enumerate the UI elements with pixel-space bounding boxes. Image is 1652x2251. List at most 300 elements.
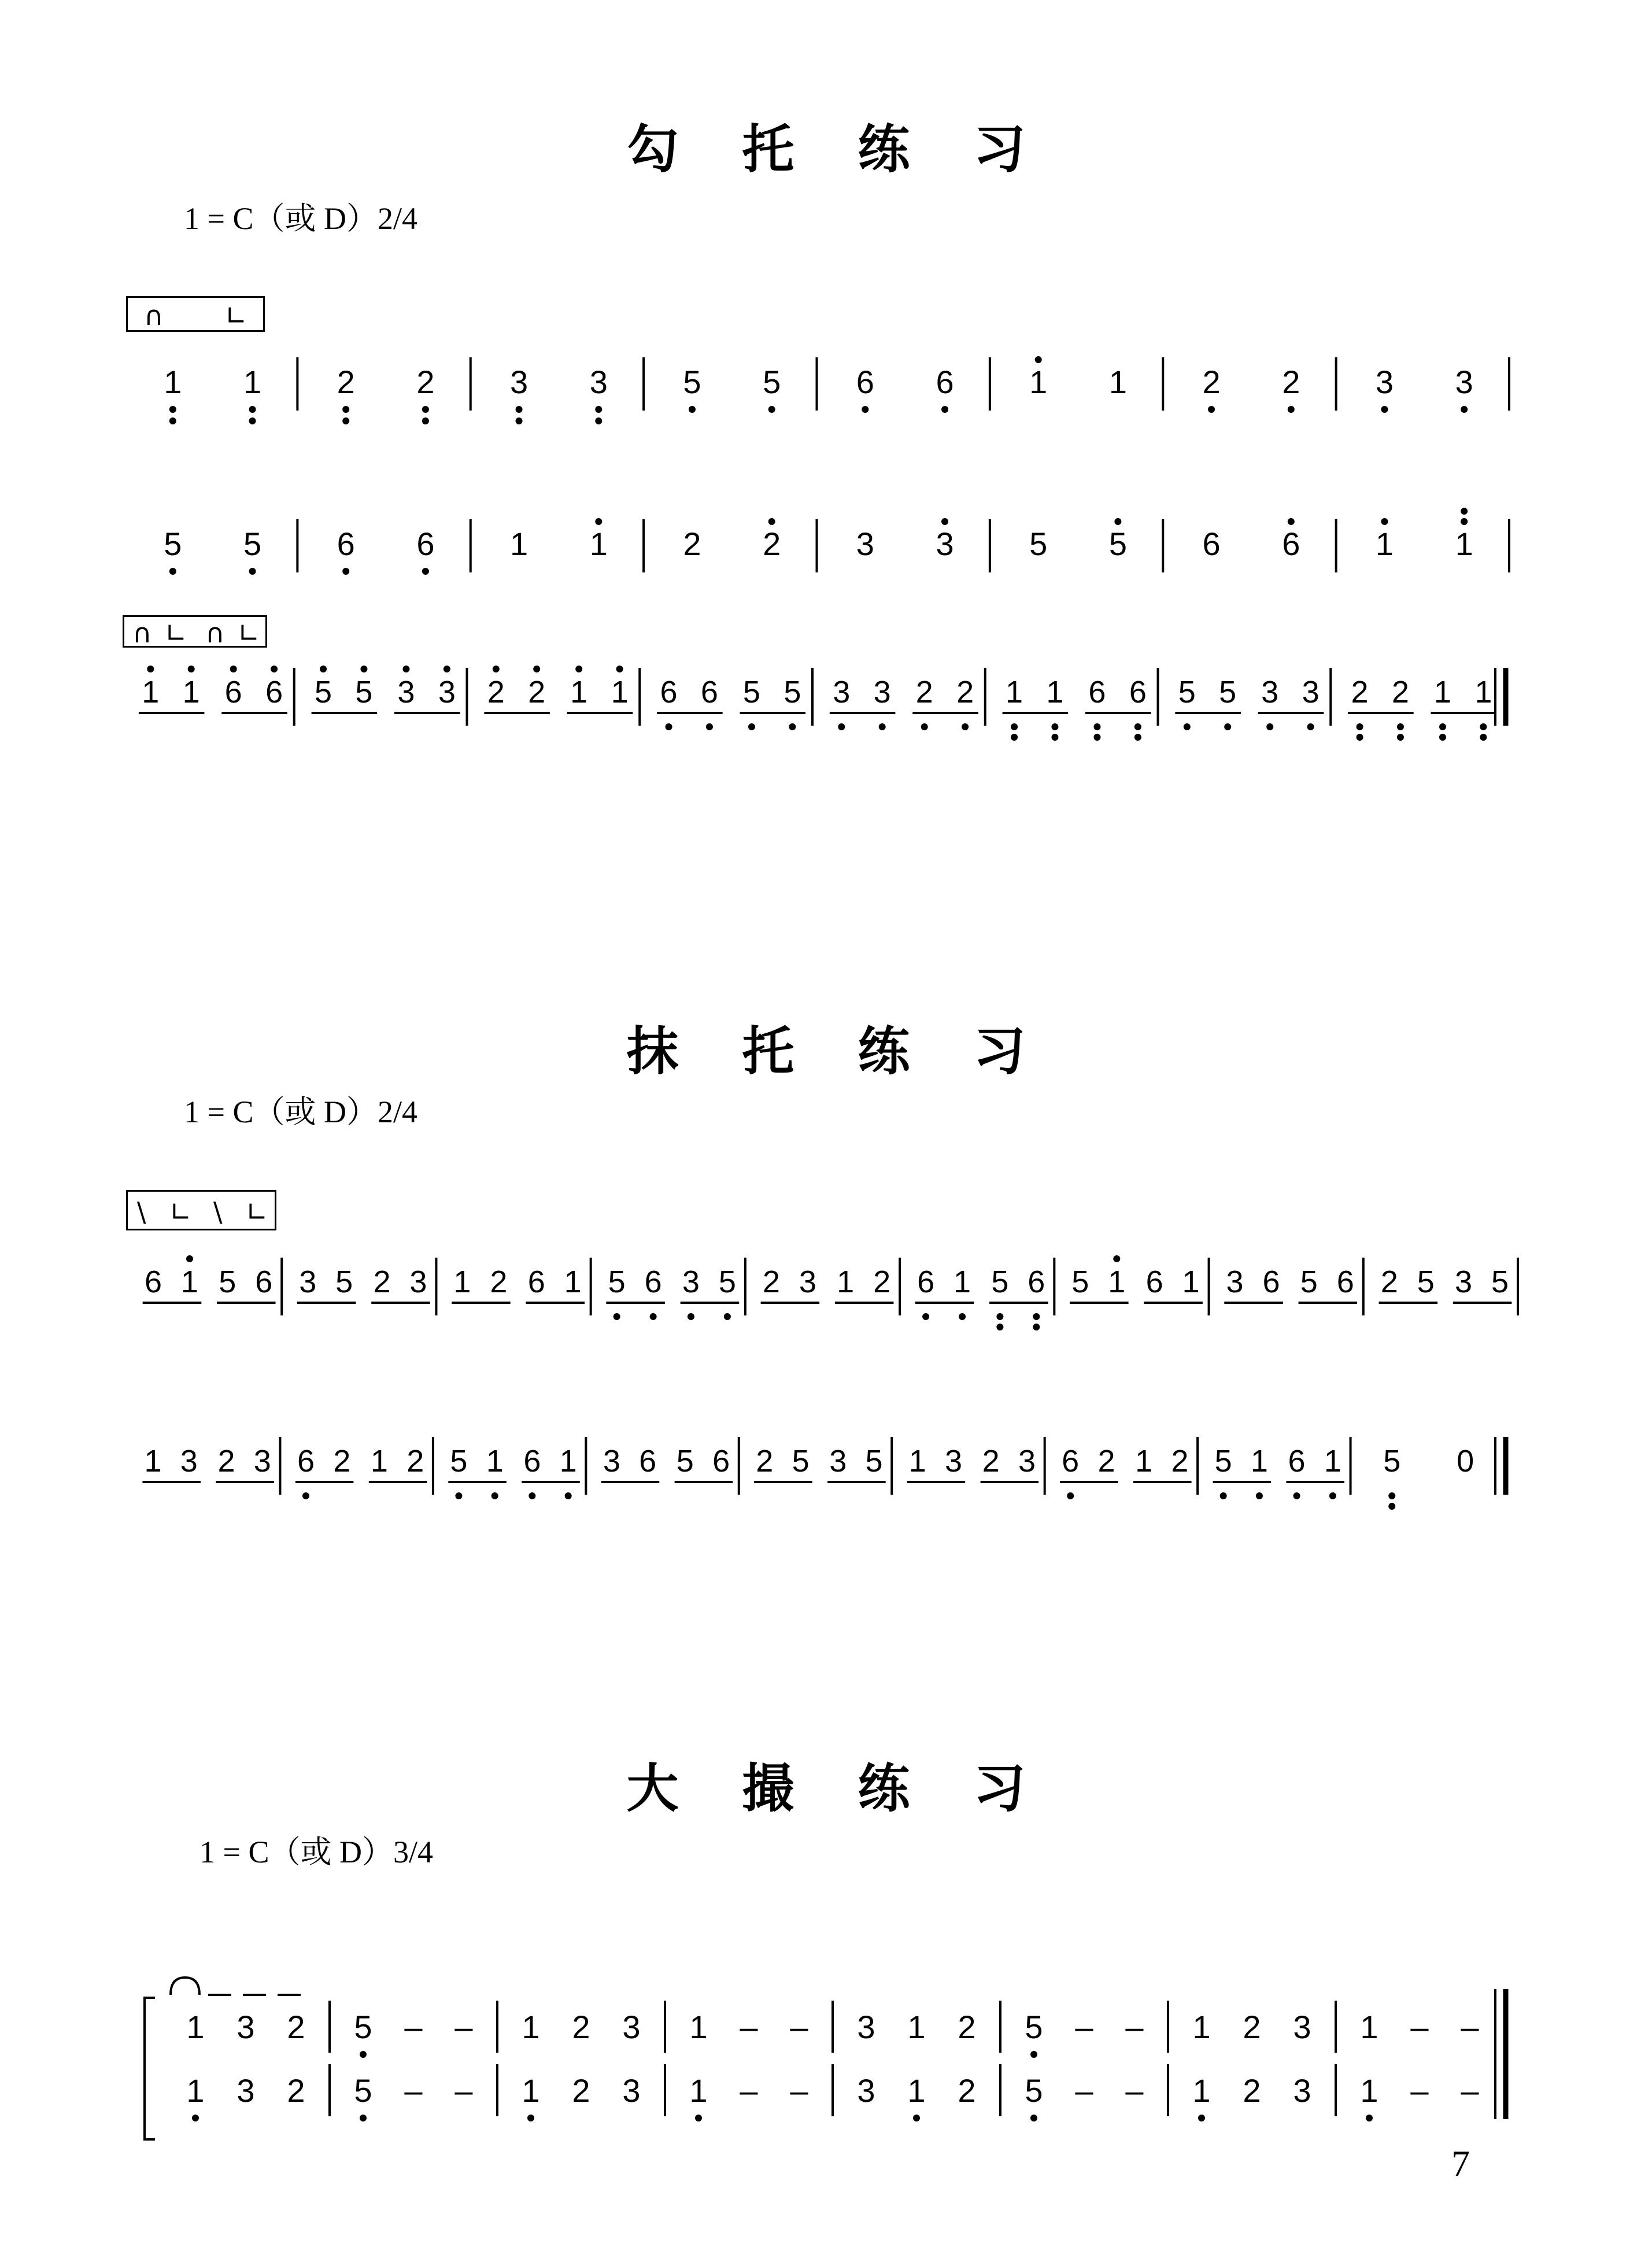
octave-dot bbox=[1388, 1503, 1395, 1510]
octave-dot bbox=[1051, 734, 1058, 741]
octave-dot bbox=[595, 406, 602, 413]
note: 1 bbox=[1006, 675, 1023, 709]
note: 3 bbox=[936, 526, 954, 562]
note: 1 bbox=[186, 2072, 205, 2109]
octave-dot bbox=[1093, 723, 1100, 730]
octave-dot bbox=[360, 2115, 367, 2121]
octave-dot bbox=[1357, 734, 1363, 741]
note: – bbox=[1125, 2072, 1144, 2109]
note: 5 bbox=[742, 675, 760, 709]
octave-dot bbox=[789, 723, 796, 730]
note: 2 bbox=[958, 2009, 976, 2045]
note: 5 bbox=[354, 2072, 372, 2109]
note: 6 bbox=[712, 1444, 730, 1479]
note: – bbox=[740, 2009, 758, 2045]
octave-dot bbox=[879, 723, 886, 730]
octave-dot bbox=[360, 2051, 367, 2058]
note: 3 bbox=[856, 526, 874, 562]
octave-dot bbox=[1397, 723, 1404, 730]
note: 6 bbox=[523, 1444, 541, 1479]
key-signature: 1 = C（或 D）3/4 bbox=[199, 1835, 433, 1869]
note: 1 bbox=[180, 1265, 198, 1299]
key-signature: 1 = C（或 D）2/4 bbox=[184, 1095, 417, 1129]
octave-dot bbox=[706, 723, 713, 730]
note: – bbox=[790, 2072, 808, 2109]
note: 2 bbox=[1171, 1444, 1189, 1479]
note: 3 bbox=[1375, 364, 1394, 400]
note: 1 bbox=[142, 675, 160, 709]
note: 3 bbox=[1018, 1444, 1036, 1479]
octave-dot bbox=[1035, 356, 1042, 363]
note: – bbox=[404, 2009, 423, 2045]
note: 6 bbox=[224, 675, 242, 709]
octave-dot bbox=[360, 666, 367, 672]
note: 2 bbox=[333, 1444, 351, 1479]
octave-dot bbox=[186, 1255, 193, 1262]
octave-dot bbox=[1461, 518, 1468, 525]
octave-dot bbox=[838, 723, 845, 730]
note: – bbox=[790, 2009, 808, 2045]
note: 6 bbox=[1088, 675, 1106, 709]
note: 2 bbox=[1391, 675, 1409, 709]
octave-dot bbox=[565, 1492, 572, 1499]
octave-dot bbox=[1366, 2115, 1373, 2121]
note: 1 bbox=[144, 1444, 162, 1479]
section-title-mo-tuo: 抹 托 练 习 bbox=[626, 1021, 1026, 1082]
octave-dot bbox=[575, 666, 582, 672]
note: 1 bbox=[908, 1444, 926, 1479]
octave-dot bbox=[342, 417, 349, 424]
note: 3 bbox=[1293, 2072, 1311, 2109]
octave-dot bbox=[422, 568, 429, 575]
octave-dot bbox=[1439, 734, 1446, 741]
note: 2 bbox=[1243, 2072, 1261, 2109]
note: 6 bbox=[1028, 1265, 1045, 1299]
note: 5 bbox=[335, 1265, 353, 1299]
technique-box: ∩ ∟ ∩ ∟ bbox=[123, 615, 267, 648]
note: 3 bbox=[1293, 2009, 1311, 2045]
octave-dot bbox=[1480, 734, 1487, 741]
note: 5 bbox=[784, 675, 801, 709]
note: 1 bbox=[559, 1444, 577, 1479]
note: 6 bbox=[1202, 526, 1221, 562]
note: 3 bbox=[236, 2072, 255, 2109]
note: 2 bbox=[406, 1444, 424, 1479]
octave-dot bbox=[491, 1492, 498, 1499]
note: 5 bbox=[315, 675, 332, 709]
note: 6 bbox=[936, 364, 954, 400]
octave-dot bbox=[302, 1492, 309, 1499]
note: – bbox=[1461, 2072, 1479, 2109]
note: 2 bbox=[217, 1444, 235, 1479]
note: 1 bbox=[522, 2009, 540, 2045]
note: 2 bbox=[1380, 1265, 1398, 1299]
note: 1 bbox=[1324, 1444, 1341, 1479]
note: – bbox=[1125, 2009, 1144, 2045]
note: 5 bbox=[683, 364, 701, 400]
octave-dot bbox=[1184, 723, 1191, 730]
note: 2 bbox=[416, 364, 435, 400]
note: 2 bbox=[763, 526, 781, 562]
note: 1 bbox=[182, 675, 200, 709]
octave-dot bbox=[342, 406, 349, 413]
technique-mark bbox=[171, 1978, 199, 1995]
octave-dot bbox=[1030, 2051, 1037, 2058]
note: 1 bbox=[186, 2009, 205, 2045]
octave-dot bbox=[959, 1313, 966, 1320]
note: 5 bbox=[865, 1444, 883, 1479]
note: 6 bbox=[644, 1265, 662, 1299]
note: 1 bbox=[453, 1265, 471, 1299]
note: 6 bbox=[700, 675, 718, 709]
note: 6 bbox=[1282, 526, 1300, 562]
note: 1 bbox=[907, 2009, 926, 2045]
note: 6 bbox=[660, 675, 678, 709]
note: – bbox=[1461, 2009, 1479, 2045]
note: 1 bbox=[243, 364, 262, 400]
note: 5 bbox=[1025, 2009, 1043, 2045]
note: 5 bbox=[676, 1444, 694, 1479]
note: 6 bbox=[527, 1265, 545, 1299]
note: 6 bbox=[297, 1444, 315, 1479]
note: 6 bbox=[1262, 1265, 1280, 1299]
note: 1 bbox=[1192, 2072, 1211, 2109]
note: 5 bbox=[1300, 1265, 1318, 1299]
octave-dot bbox=[922, 1313, 929, 1320]
note: 3 bbox=[299, 1265, 317, 1299]
note: 3 bbox=[1455, 1265, 1473, 1299]
note: 3 bbox=[829, 1444, 847, 1479]
note: 5 bbox=[1219, 675, 1237, 709]
octave-dot bbox=[996, 1313, 1003, 1320]
note: 3 bbox=[1302, 675, 1320, 709]
octave-dot bbox=[1293, 1492, 1300, 1499]
octave-dot bbox=[169, 406, 176, 413]
note: 1 bbox=[564, 1265, 582, 1299]
note: 6 bbox=[416, 526, 435, 562]
octave-dot bbox=[493, 666, 500, 672]
note: 5 bbox=[1417, 1265, 1435, 1299]
note: 1 bbox=[370, 1444, 388, 1479]
octave-dot bbox=[1266, 723, 1273, 730]
note: 1 bbox=[589, 526, 608, 562]
octave-dot bbox=[1381, 406, 1388, 413]
octave-dot bbox=[748, 723, 755, 730]
note: 3 bbox=[438, 675, 456, 709]
note: 5 bbox=[1108, 526, 1127, 562]
note: 5 bbox=[1491, 1265, 1509, 1299]
note: 3 bbox=[857, 2009, 875, 2045]
octave-dot bbox=[230, 666, 237, 672]
octave-dot bbox=[1480, 723, 1487, 730]
note: 6 bbox=[1288, 1444, 1306, 1479]
octave-dot bbox=[1114, 518, 1121, 525]
octave-dot bbox=[1388, 1492, 1395, 1499]
note: 5 bbox=[718, 1265, 736, 1299]
note: – bbox=[1075, 2009, 1093, 2045]
note: 3 bbox=[509, 364, 529, 400]
note: 6 bbox=[255, 1265, 273, 1299]
note: 2 bbox=[762, 1265, 780, 1299]
note: 1 bbox=[1192, 2009, 1211, 2045]
octave-dot bbox=[249, 568, 256, 575]
octave-dot bbox=[529, 1492, 535, 1499]
octave-dot bbox=[996, 1324, 1003, 1330]
note: 1 bbox=[1046, 675, 1064, 709]
note: 1 bbox=[570, 675, 588, 709]
octave-dot bbox=[527, 2115, 534, 2121]
note: 1 bbox=[1182, 1265, 1200, 1299]
octave-dot bbox=[1381, 518, 1388, 525]
octave-dot bbox=[1011, 723, 1018, 730]
note: – bbox=[404, 2072, 423, 2109]
note: 6 bbox=[1145, 1265, 1163, 1299]
brace bbox=[145, 1998, 155, 2139]
note: 1 bbox=[1455, 526, 1473, 562]
octave-dot bbox=[422, 406, 429, 413]
section-title-gou-tuo: 勾 托 练 习 bbox=[626, 119, 1026, 180]
octave-dot bbox=[724, 1313, 731, 1320]
octave-dot bbox=[1288, 406, 1295, 413]
octave-dot bbox=[1011, 734, 1018, 741]
note: 1 bbox=[1029, 364, 1048, 400]
note: – bbox=[1075, 2072, 1093, 2109]
octave-dot bbox=[1113, 1255, 1120, 1262]
note: 5 bbox=[1029, 526, 1048, 562]
octave-dot bbox=[1033, 1324, 1040, 1330]
octave-dot bbox=[941, 406, 948, 413]
note: 3 bbox=[873, 675, 891, 709]
octave-dot bbox=[1256, 1492, 1263, 1499]
octave-dot bbox=[1329, 1492, 1336, 1499]
octave-dot bbox=[689, 406, 696, 413]
note: 1 bbox=[1360, 2072, 1378, 2109]
note: 2 bbox=[1243, 2009, 1261, 2045]
note: 3 bbox=[1455, 364, 1473, 400]
note: 1 bbox=[689, 2009, 708, 2045]
octave-dot bbox=[320, 666, 327, 672]
note: 3 bbox=[397, 675, 415, 709]
note: 6 bbox=[917, 1265, 935, 1299]
note: 1 bbox=[522, 2072, 540, 2109]
octave-dot bbox=[188, 666, 195, 672]
octave-dot bbox=[444, 666, 450, 672]
octave-dot bbox=[768, 518, 775, 525]
octave-dot bbox=[768, 406, 775, 413]
octave-dot bbox=[1439, 723, 1446, 730]
note: 2 bbox=[958, 2072, 976, 2109]
note: 5 bbox=[355, 675, 373, 709]
note: 6 bbox=[265, 675, 283, 709]
note: 1 bbox=[837, 1265, 855, 1299]
note: 6 bbox=[1129, 675, 1147, 709]
note: 5 bbox=[243, 526, 262, 562]
octave-dot bbox=[249, 406, 256, 413]
note: 2 bbox=[915, 675, 933, 709]
note: 5 bbox=[1383, 1444, 1401, 1479]
note: 2 bbox=[572, 2009, 590, 2045]
octave-dot bbox=[1134, 734, 1141, 741]
note: 2 bbox=[982, 1444, 1000, 1479]
octave-dot bbox=[1224, 723, 1231, 730]
octave-dot bbox=[1461, 508, 1468, 515]
note: 5 bbox=[991, 1265, 1009, 1299]
note: 6 bbox=[144, 1265, 162, 1299]
note: 5 bbox=[164, 526, 182, 562]
note: 5 bbox=[219, 1265, 236, 1299]
note: 5 bbox=[1214, 1444, 1232, 1479]
octave-dot bbox=[169, 417, 176, 424]
note: 1 bbox=[1108, 364, 1127, 400]
note: 3 bbox=[857, 2072, 875, 2109]
note: 3 bbox=[622, 2072, 641, 2109]
note: 2 bbox=[1202, 364, 1221, 400]
octave-dot bbox=[147, 666, 154, 672]
octave-dot bbox=[616, 666, 623, 672]
octave-dot bbox=[342, 568, 349, 575]
octave-dot bbox=[1220, 1492, 1227, 1499]
octave-dot bbox=[688, 1313, 694, 1320]
note: – bbox=[1410, 2009, 1429, 2045]
note: 5 bbox=[608, 1265, 626, 1299]
octave-dot bbox=[1307, 723, 1314, 730]
octave-dot bbox=[169, 568, 176, 575]
note: – bbox=[454, 2072, 473, 2109]
octave-dot bbox=[921, 723, 928, 730]
note: 3 bbox=[1261, 675, 1279, 709]
octave-dot bbox=[614, 1313, 620, 1320]
note: 2 bbox=[287, 2072, 305, 2109]
octave-dot bbox=[1134, 723, 1141, 730]
key-signature: 1 = C（或 D）2/4 bbox=[184, 201, 417, 236]
octave-dot bbox=[192, 2115, 199, 2121]
note: 5 bbox=[792, 1444, 810, 1479]
note: 2 bbox=[572, 2072, 590, 2109]
note: 3 bbox=[833, 675, 851, 709]
octave-dot bbox=[533, 666, 540, 672]
octave-dot bbox=[271, 666, 278, 672]
octave-dot bbox=[1051, 723, 1058, 730]
note: 2 bbox=[756, 1444, 774, 1479]
note: 2 bbox=[1351, 675, 1369, 709]
note: – bbox=[454, 2009, 473, 2045]
technique-box: \ ∟ \ ∟ bbox=[126, 1190, 276, 1230]
octave-dot bbox=[249, 417, 256, 424]
note: 6 bbox=[856, 364, 874, 400]
note: 3 bbox=[1226, 1265, 1244, 1299]
note: – bbox=[740, 2072, 758, 2109]
note: 1 bbox=[1135, 1444, 1153, 1479]
octave-dot bbox=[455, 1492, 462, 1499]
octave-dot bbox=[1461, 406, 1468, 413]
note: 2 bbox=[528, 675, 546, 709]
note: 6 bbox=[337, 526, 355, 562]
note: 5 bbox=[763, 364, 781, 400]
octave-dot bbox=[516, 406, 523, 413]
note: 5 bbox=[1025, 2072, 1043, 2109]
octave-dot bbox=[1288, 518, 1295, 525]
note: 3 bbox=[945, 1444, 963, 1479]
note: 1 bbox=[1474, 675, 1492, 709]
note: 1 bbox=[689, 2072, 708, 2109]
note: 2 bbox=[287, 2009, 305, 2045]
note: 2 bbox=[683, 526, 701, 562]
octave-dot bbox=[1067, 1492, 1074, 1499]
page-number: 7 bbox=[1451, 2143, 1470, 2184]
octave-dot bbox=[941, 518, 948, 525]
octave-dot bbox=[695, 2115, 702, 2121]
note: 2 bbox=[1097, 1444, 1115, 1479]
note: 3 bbox=[603, 1444, 620, 1479]
note: – bbox=[1410, 2072, 1429, 2109]
octave-dot bbox=[595, 518, 602, 525]
note: 1 bbox=[1433, 675, 1451, 709]
note: 3 bbox=[180, 1444, 198, 1479]
note: 3 bbox=[622, 2009, 641, 2045]
note: 5 bbox=[1071, 1265, 1089, 1299]
note: 2 bbox=[956, 675, 974, 709]
note: 1 bbox=[1108, 1265, 1126, 1299]
note: 6 bbox=[1336, 1265, 1354, 1299]
note: 2 bbox=[373, 1265, 391, 1299]
note: 3 bbox=[682, 1265, 700, 1299]
octave-dot bbox=[1030, 2115, 1037, 2121]
note: 1 bbox=[509, 526, 529, 562]
note: 2 bbox=[873, 1265, 891, 1299]
note: 3 bbox=[253, 1444, 271, 1479]
note: 3 bbox=[409, 1265, 427, 1299]
section-title-da-cuo: 大 撮 练 习 bbox=[626, 1758, 1026, 1819]
octave-dot bbox=[1208, 406, 1215, 413]
note: 1 bbox=[1360, 2009, 1378, 2045]
octave-dot bbox=[402, 666, 409, 672]
octave-dot bbox=[666, 723, 672, 730]
note: 1 bbox=[953, 1265, 971, 1299]
note: 0 bbox=[1457, 1444, 1474, 1479]
note: 3 bbox=[799, 1265, 816, 1299]
note: 1 bbox=[164, 364, 182, 400]
octave-dot bbox=[913, 2115, 920, 2121]
note: 5 bbox=[1178, 675, 1196, 709]
note: 2 bbox=[487, 675, 505, 709]
octave-dot bbox=[862, 406, 868, 413]
note: 2 bbox=[337, 364, 355, 400]
octave-dot bbox=[1033, 1313, 1040, 1320]
note: 2 bbox=[490, 1265, 508, 1299]
note: 5 bbox=[450, 1444, 468, 1479]
note: 5 bbox=[354, 2009, 372, 2045]
octave-dot bbox=[595, 417, 602, 424]
octave-dot bbox=[1357, 723, 1363, 730]
octave-dot bbox=[1093, 734, 1100, 741]
note: 3 bbox=[589, 364, 608, 400]
note: 6 bbox=[1062, 1444, 1080, 1479]
octave-dot bbox=[516, 417, 523, 424]
octave-dot bbox=[962, 723, 969, 730]
note: 1 bbox=[611, 675, 629, 709]
octave-dot bbox=[422, 417, 429, 424]
note: 2 bbox=[1282, 364, 1300, 400]
note: 3 bbox=[236, 2009, 255, 2045]
octave-dot bbox=[650, 1313, 657, 1320]
technique-box: ∩ ∟ bbox=[126, 296, 265, 332]
note: 1 bbox=[907, 2072, 926, 2109]
note: 1 bbox=[1250, 1444, 1268, 1479]
note: 6 bbox=[639, 1444, 657, 1479]
octave-dot bbox=[1198, 2115, 1205, 2121]
note: 1 bbox=[486, 1444, 504, 1479]
octave-dot bbox=[1397, 734, 1404, 741]
